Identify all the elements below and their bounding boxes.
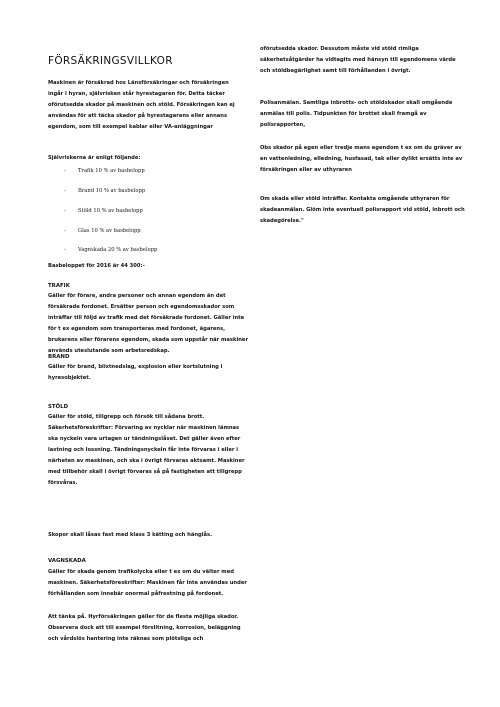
stold-extra: Skopor skall låsas fast med klass 3 kätting och hänglås. bbox=[48, 532, 213, 538]
self-risk-item bbox=[64, 228, 141, 234]
list-dash: - bbox=[64, 208, 66, 214]
self-risk-item bbox=[64, 247, 157, 253]
trafik-heading: TRAFIK bbox=[48, 283, 70, 289]
self-risk-text: Brand 10 % av basbelopp bbox=[78, 188, 146, 194]
self-risk-text: Vagnskada 20 % av basbelopp bbox=[78, 247, 158, 253]
list-dash: - bbox=[64, 188, 66, 194]
trafik-body: Gäller för förare, andra personer och annan egendom än det försäkrade fordonet. Ersätter person och egendomsskador som inträffar till följd av trafik med det försäkrade fordonet. Gäller inte för t ex egendom som transporteras med fordonet, ägarens, brukarens eller förarens egendom, skada som uppstår när maskiner används uteslutande som arbetsredskap. bbox=[48, 293, 249, 354]
vagnskada-body: Gäller för skada genom trafikolycka eller t ex om du välter med maskinen. Säkerhetsföreskrifter: Maskinen får inte användas under förhållanden som innebär onormal påfrestning på fordonet. bbox=[48, 569, 247, 597]
page-title: FÖRSÄKRINGSVILLKOR bbox=[48, 55, 173, 67]
self-risk-text: Stöld 10 % av basbelopp bbox=[78, 208, 143, 214]
third-party-paragraph: Obs skador på egen eller tredje mans egendom t ex om du gräver av en vattenledning, elledning, husfasad, tak eller dylikt ersätts inte av försäkringen eller av uthyraren bbox=[260, 145, 463, 173]
self-risk-item bbox=[64, 188, 145, 194]
brand-heading: BRAND bbox=[48, 354, 70, 360]
self-risk-item bbox=[64, 208, 143, 214]
stold-body: Gäller för stöld, tillgrepp och försök till sådana brott. Säkerhetsföreskrifter: Förvaring av nycklar när maskinen lämnas ska nyckeln vara urtagen ur tändningslåset. Det gäller även efter lastning och lossning. Tändningsnyckeln får inte förvaras i eller i närheten av maskinen, och ska i övrigt förvaras aktsamt. Maskiner med tillbehör skall i övrigt förvaras så på fastigheten att tillgrepp försvåras. bbox=[48, 414, 245, 486]
list-dash: - bbox=[64, 168, 66, 174]
intro-paragraph: Maskinen är försäkrad hos Länsförsäkringar och försäkringen ingår i hyran, självrisken står hyrestagaren för. Detta täcker oförutsedda skador på maskinen och stöld. Försäkringen kan ej användas för att täcka skador på hyrestagarens eller annans egendom, som till exempel kablar eller VA-anläggningar bbox=[48, 80, 235, 130]
contact-paragraph: Om skada eller stöld inträffar. Kontakta omgående uthyraren för skadeanmälan. Glöm inte eventuell polisrapport vid stöld, inbrott och skadegörelse." bbox=[260, 196, 465, 224]
base-amount: Basbeloppet för 2016 är 44 300:- bbox=[48, 263, 145, 269]
stold-heading: STÖLD bbox=[48, 404, 69, 410]
continuation-paragraph: oförutsedda skador. Dessutom måste vid stöld rimliga säkerhetsåtgärder ha vidtagits med hänsyn till egendomens värde och stöldbegärlighet samt till förhållanden i övrigt. bbox=[260, 46, 456, 74]
list-dash: - bbox=[64, 247, 66, 253]
self-risk-heading: Självriskerna är enligt följande: bbox=[48, 155, 141, 161]
self-risk-item bbox=[64, 168, 145, 174]
self-risk-text: Glas 10 % av basbelopp bbox=[78, 228, 141, 234]
self-risk-text: Trafik 10 % av basbelopp bbox=[78, 168, 145, 174]
police-report-paragraph: Polisanmälan. Samtliga inbrotts- och stöldskador skall omgående anmälas till polis. Tidpunkten för brottet skall framgå av polisrapporten, bbox=[260, 100, 453, 128]
list-dash: - bbox=[64, 228, 66, 234]
brand-body: Gäller för brand, blixtnedslag, explosion eller kortslutning i hyresobjektet. bbox=[48, 364, 223, 381]
vagnskada-heading: VAGNSKADA bbox=[48, 558, 86, 564]
vagnskada-extra: Att tänka på. Hyrförsäkringen gäller för de flesta möjliga skador. Observera dock att till exempel förslitning, korrosion, beläggning och vårdslös hantering inte räknas som plötsliga och bbox=[48, 614, 241, 642]
